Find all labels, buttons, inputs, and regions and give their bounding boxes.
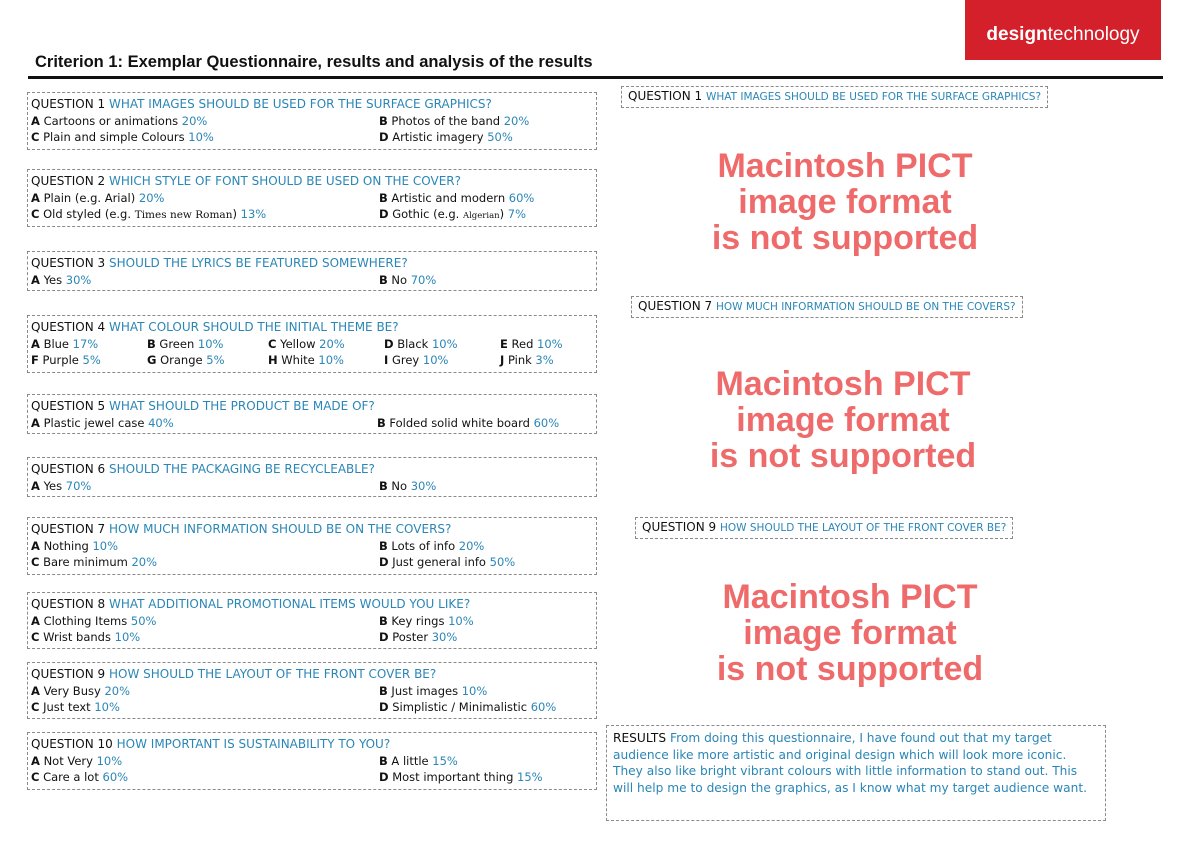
brand-rest: technology xyxy=(1047,23,1140,45)
option-row: C Old styled (e.g. Times new Roman) 13% D Gothic (e.g. Algerian) 7% xyxy=(31,207,527,221)
side-panel-question-7: QUESTION 7 HOW MUCH INFORMATION SHOULD BE ON THE COVERS? xyxy=(631,296,1023,318)
option-row: A Plain (e.g. Arial) 20% B Artistic and modern 60% xyxy=(31,190,535,205)
option-row: C Care a lot 60% D Most important thing 15% xyxy=(31,770,543,784)
question-heading: QUESTION 5 WHAT SHOULD THE PRODUCT BE MADE OF? xyxy=(31,399,375,413)
side-panel-question-9: QUESTION 9 HOW SHOULD THE LAYOUT OF THE FRONT COVER BE? xyxy=(635,517,1013,539)
question-1-box xyxy=(27,92,597,150)
question-2-box xyxy=(27,169,597,227)
question-9-box xyxy=(27,662,597,719)
question-7-box xyxy=(27,517,597,575)
question-heading: QUESTION 6 SHOULD THE PACKAGING BE RECYCLEABLE? xyxy=(31,462,375,476)
option-row: A Very Busy 20% B Just images 10% xyxy=(31,683,488,698)
results-box xyxy=(606,725,1106,821)
question-4-box xyxy=(27,315,597,373)
title-rule xyxy=(28,76,1163,79)
image-placeholder-1: Macintosh PICT image format is not supported xyxy=(711,147,979,257)
question-8-box xyxy=(27,592,597,649)
option-row: A Not Very 10% B A little 15% xyxy=(31,753,458,768)
question-heading: QUESTION 8 WHAT ADDITIONAL PROMOTIONAL ITEMS WOULD YOU LIKE? xyxy=(31,597,471,611)
results-label: RESULTS xyxy=(613,731,667,745)
question-heading: QUESTION 10 HOW IMPORTANT IS SUSTAINABILITY TO YOU? xyxy=(31,737,391,751)
question-heading: QUESTION 9 HOW SHOULD THE LAYOUT OF THE FRONT COVER BE? xyxy=(31,667,437,681)
option-row: A Clothing Items 50% B Key rings 10% xyxy=(31,613,474,628)
question-heading: QUESTION 2 WHICH STYLE OF FONT SHOULD BE USED ON THE COVER? xyxy=(31,174,462,188)
option-row: A Yes 70% B No 30% xyxy=(31,478,437,493)
brand-bold: design xyxy=(986,23,1048,45)
option-row: C Wrist bands 10% D Poster 30% xyxy=(31,630,458,644)
question-heading: QUESTION 3 SHOULD THE LYRICS BE FEATURED SOMEWHERE? xyxy=(31,256,408,270)
option-row: C Plain and simple Colours 10% D Artistic imagery 50% xyxy=(31,130,513,144)
image-placeholder-3: Macintosh PICT image format is not supported xyxy=(716,578,984,688)
option-row: A Blue 17% B Green 10% C Yellow 20% D Black 10% E Red 10% xyxy=(31,336,563,351)
option-row: C Just text 10% D Simplistic / Minimalistic 60% xyxy=(31,700,557,714)
option-row: A Nothing 10% B Lots of info 20% xyxy=(31,538,485,553)
results-text: From doing this questionnaire, I have found out that my target audience like more artistic and original design which will look more iconic. They also like bright vibrant colours with little information to stand out. This will help me to design the graphics, as I know what my target audience want. xyxy=(613,731,1087,795)
side-panel-question-1: QUESTION 1 WHAT IMAGES SHOULD BE USED FOR THE SURFACE GRAPHICS? xyxy=(621,86,1048,108)
question-10-box xyxy=(27,732,597,790)
brand-logo xyxy=(965,0,1161,60)
option-row: A Plastic jewel case 40% B Folded solid white board 60% xyxy=(31,415,560,430)
question-heading: QUESTION 4 WHAT COLOUR SHOULD THE INITIAL THEME BE? xyxy=(31,320,399,334)
option-row: A Cartoons or animations 20% B Photos of the band 20% xyxy=(31,113,530,128)
question-heading: QUESTION 1 WHAT IMAGES SHOULD BE USED FOR THE SURFACE GRAPHICS? xyxy=(31,97,492,111)
page-title: Criterion 1: Exemplar Questionnaire, results and analysis of the results xyxy=(35,53,593,71)
option-row: A Yes 30% B No 70% xyxy=(31,272,437,287)
question-3-box xyxy=(27,251,597,291)
question-heading: QUESTION 7 HOW MUCH INFORMATION SHOULD BE ON THE COVERS? xyxy=(31,522,452,536)
option-row: F Purple 5% G Orange 5% H White 10% I Grey 10% J Pink 3% xyxy=(31,353,554,367)
question-5-box xyxy=(27,394,597,434)
image-placeholder-2: Macintosh PICT image format is not supported xyxy=(709,365,977,475)
question-6-box xyxy=(27,457,597,497)
option-row: C Bare minimum 20% D Just general info 50% xyxy=(31,555,516,569)
